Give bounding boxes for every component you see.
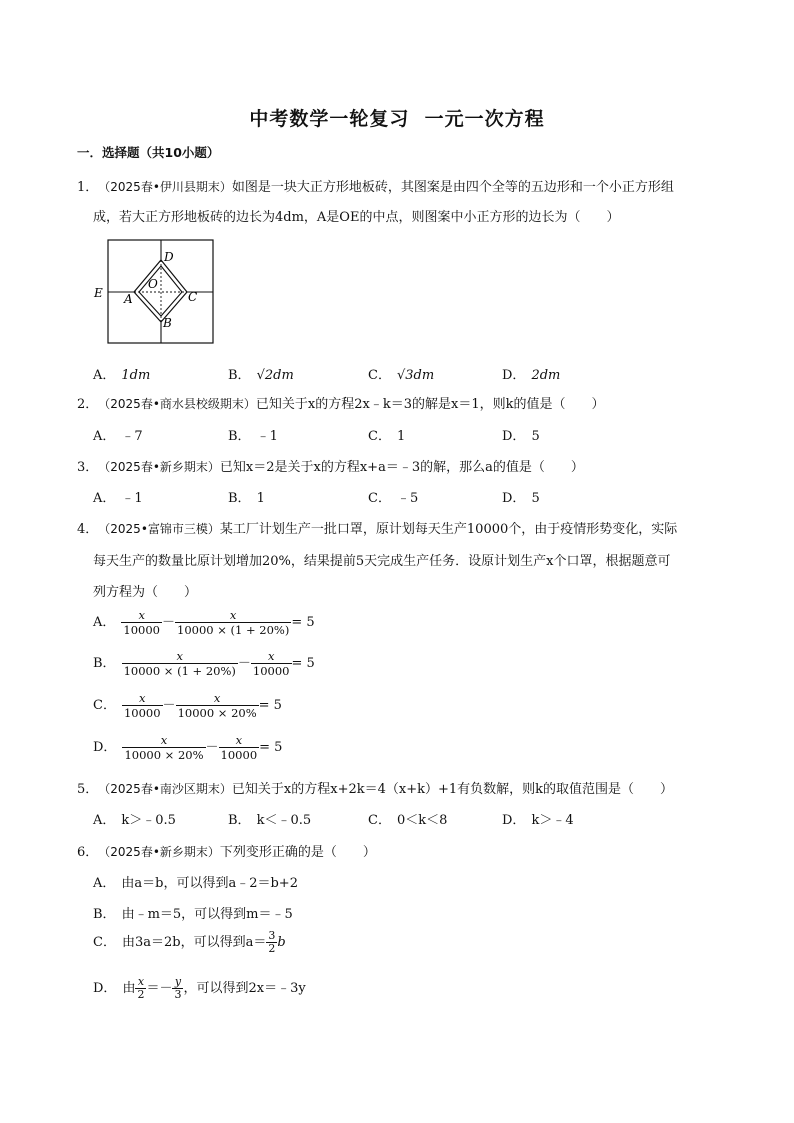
- fraction: $\frac{x}{2}$: [137, 975, 145, 1001]
- fraction: $\frac{x}{10000}$: [123, 608, 160, 637]
- question-text: 如图是一块大正方形地板砖，其图案是由四个全等的五边形和一个小正方形组: [231, 180, 674, 195]
- fraction: $\frac{x}{10000 \times (1 + 20\%)}$: [177, 608, 290, 637]
- question-source: （2025春•新乡期末）: [98, 845, 220, 859]
- label-e: E: [94, 286, 103, 300]
- question-1: [77, 176, 674, 195]
- option-a: A． k＞﹣0.5: [93, 813, 176, 828]
- question-text: 已知关于x的方程2x﹣k＝3的解是x＝1，则k的值是（ ）: [255, 397, 605, 412]
- diamond: [134, 260, 187, 322]
- option-d: D． $\frac{x}{10000 \times 20\%}$ － $\frac{x}{10000}$ = 5: [93, 733, 283, 762]
- question-text: 某工厂计划生产一批口罩，原计划每天生产10000个，由于疫情形势变化，实际: [219, 522, 678, 537]
- label-o: O: [148, 277, 158, 291]
- option-b: B． 1: [228, 491, 265, 506]
- option-b: B． ﹣1: [228, 429, 278, 444]
- question-number: 5．: [77, 782, 99, 797]
- question-number: 6．: [77, 845, 99, 860]
- question-source: （2025•富锦市三模）: [98, 522, 220, 536]
- option-c: C． √3dm: [368, 368, 435, 383]
- option-a: A． ﹣7: [93, 429, 143, 444]
- question-5: [77, 778, 673, 797]
- fraction: $\frac{3}{2}$: [268, 929, 276, 955]
- question-source: （2025春•新乡期末）: [98, 460, 220, 474]
- question-3: [77, 456, 584, 475]
- option-d: D． 2dm: [502, 368, 561, 383]
- option-d: D． 5: [502, 429, 540, 444]
- option-d: D． 由 $\frac{x}{2}$ ＝－ $\frac{y}{3}$ ，可以得到2x＝﹣3y: [93, 975, 306, 1001]
- fraction: $\frac{y}{3}$: [174, 975, 182, 1001]
- option-a: A． 1dm: [93, 368, 151, 383]
- fraction: $\frac{x}{10000}$: [220, 733, 258, 762]
- fraction: $\frac{x}{10000}$: [252, 649, 290, 678]
- page-title: 中考数学一轮复习 一元一次方程: [249, 108, 545, 130]
- fraction: $\frac{x}{10000}$: [123, 691, 161, 720]
- question-number: 2．: [77, 397, 99, 412]
- small-square: [139, 266, 182, 316]
- question-4-continued: 每天生产的数量比原计划增加20%，结果提前5天完成生产任务．设原计划生产x个口罩，根据题意可: [93, 554, 671, 569]
- question-text: 下列变形正确的是（ ）: [219, 845, 376, 860]
- question-number: 4．: [77, 522, 99, 537]
- question-number: 3．: [77, 460, 99, 475]
- question-2: [77, 393, 604, 412]
- option-a: A． $\frac{x}{10000}$ － $\frac{x}{10000 \times (1 + 20\%)}$ = 5: [93, 608, 315, 637]
- label-b: B: [163, 316, 172, 330]
- option-b: B． $\frac{x}{10000 \times (1 + 20\%)}$ － $\frac{x}{10000}$ = 5: [93, 649, 315, 678]
- option-c: C． 0＜k＜8: [368, 813, 448, 828]
- label-a: A: [124, 292, 133, 306]
- option-c: C． 1: [368, 429, 406, 444]
- question-source: （2025春•南沙区期末）: [98, 782, 232, 796]
- question-number: 1．: [77, 180, 99, 195]
- question-4-continued: 列方程为（ ）: [93, 585, 198, 600]
- fraction: $\frac{x}{10000 \times 20\%}$: [177, 691, 257, 720]
- option-b: B． 由﹣m＝5，可以得到m＝﹣5: [93, 907, 293, 922]
- option-a: A． ﹣1: [93, 491, 143, 506]
- section-heading: 一．选择题（共10小题）: [77, 145, 220, 160]
- question-text: 已知x＝2是关于x的方程x+a＝﹣3的解，那么a的值是（ ）: [219, 460, 584, 475]
- option-b: B． √2dm: [228, 368, 294, 383]
- option-c: C． $\frac{x}{10000}$ － $\frac{x}{10000 \times 20\%}$ = 5: [93, 691, 282, 720]
- option-b: B． k＜﹣0.5: [228, 813, 312, 828]
- option-c: C． 由3a＝2b，可以得到a＝ $\frac{3}{2}$ b: [93, 929, 286, 955]
- option-d: D． k＞﹣4: [502, 813, 574, 828]
- question-source: （2025春•伊川县期末）: [98, 180, 232, 194]
- option-c: C． ﹣5: [368, 491, 419, 506]
- floor-tile-figure: [91, 238, 221, 346]
- option-d: D． 5: [502, 491, 540, 506]
- label-c: C: [188, 290, 198, 304]
- question-4: [77, 518, 677, 537]
- question-1-continued: 成，若大正方形地板砖的边长为4dm，A是OE的中点，则图案中小正方形的边长为（ ）: [93, 210, 620, 225]
- question-source: （2025春•商水县校级期末）: [98, 397, 256, 411]
- label-d: D: [164, 250, 174, 264]
- question-text: 已知关于x的方程x+2k＝4（x+k）+1有负数解，则k的取值范围是（ ）: [231, 782, 674, 797]
- question-6: [77, 841, 376, 860]
- fraction: $\frac{x}{10000 \times 20\%}$: [124, 733, 204, 762]
- fraction: $\frac{x}{10000 \times (1 + 20\%)}$: [123, 649, 236, 678]
- option-a: A． 由a＝b，可以得到a﹣2＝b+2: [93, 876, 298, 891]
